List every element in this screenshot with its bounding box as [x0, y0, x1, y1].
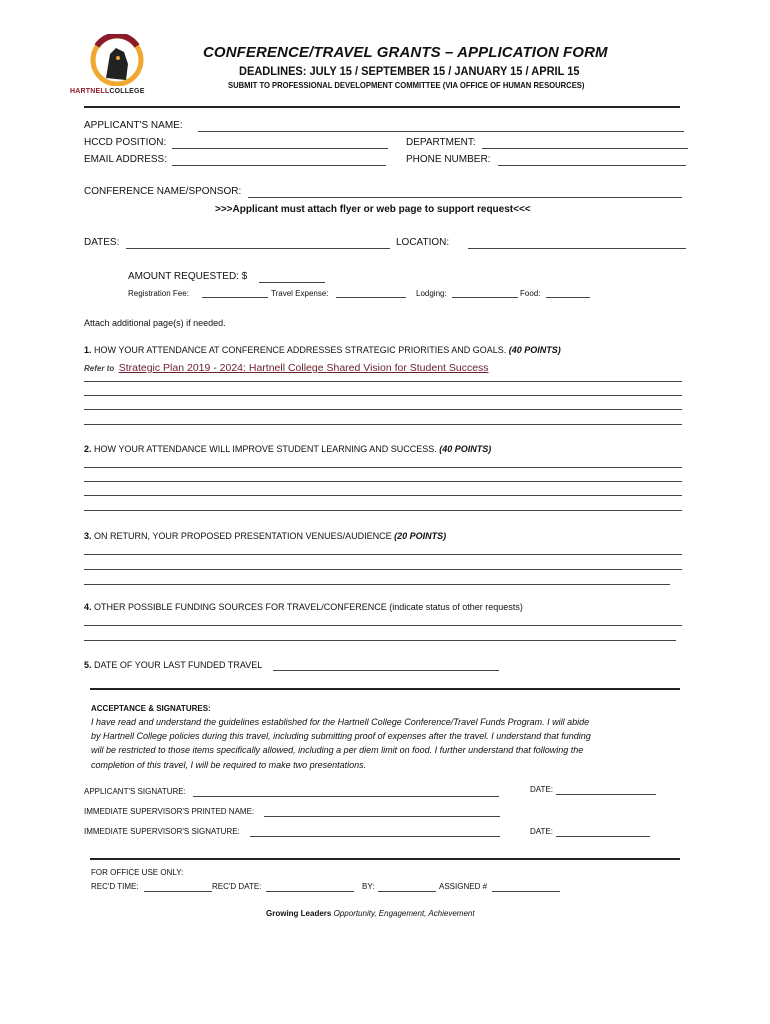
question-3-number: 3. — [84, 531, 92, 541]
attach-flyer-note: >>>Applicant must attach flyer or web page to support request<<< — [215, 204, 531, 215]
hccd-position-field[interactable] — [172, 148, 388, 149]
q2-answer-line-3[interactable] — [84, 495, 682, 496]
acceptance-line-3: will be restricted to those items specifically allowed, including a per diem limit on food. I further understand that following the — [91, 745, 584, 755]
question-2-number: 2. — [84, 444, 92, 454]
by-label: BY: — [362, 882, 375, 891]
phone-number-field[interactable] — [498, 165, 686, 166]
question-1-number: 1. — [84, 345, 92, 355]
assigned-number-label: ASSIGNED # — [439, 882, 488, 891]
conference-name-label: CONFERENCE NAME/SPONSOR: — [84, 186, 242, 197]
strategic-plan-link[interactable]: Strategic Plan 2019 - 2024: Hartnell College Shared Vision for Student Success — [118, 362, 489, 374]
location-field[interactable] — [468, 248, 686, 249]
applicant-signature-label: APPLICANT'S SIGNATURE: — [84, 787, 186, 796]
food-label: Food: — [520, 289, 541, 298]
recd-time-field[interactable] — [144, 891, 212, 892]
supervisor-signature-label: IMMEDIATE SUPERVISOR'S SIGNATURE: — [84, 827, 240, 836]
acceptance-line-4: completion of this travel, I will be required to make two presentations. — [91, 760, 367, 770]
question-5-number: 5. — [84, 660, 92, 670]
recd-date-label: REC'D DATE: — [212, 882, 262, 891]
question-4 — [84, 602, 523, 612]
dates-field[interactable] — [126, 248, 390, 249]
registration-fee-field[interactable] — [202, 297, 268, 298]
q3-answer-line-2[interactable] — [84, 569, 682, 570]
supervisor-date-label: DATE: — [530, 827, 553, 836]
travel-expense-label: Travel Expense: — [271, 289, 329, 298]
last-funded-travel-field[interactable] — [273, 670, 499, 671]
acceptance-line-1: I have read and understand the guidelines established for the Hartnell College Conference/Travel Funds Program. I will abide — [91, 717, 590, 727]
question-1 — [84, 345, 561, 355]
email-address-field[interactable] — [172, 165, 386, 166]
amount-requested-label: AMOUNT REQUESTED: $ — [128, 271, 248, 282]
supervisor-printed-name-label: IMMEDIATE SUPERVISOR'S PRINTED NAME: — [84, 807, 255, 816]
conference-name-field[interactable] — [248, 197, 682, 198]
by-field[interactable] — [378, 891, 436, 892]
q1-answer-line-2[interactable] — [84, 395, 682, 396]
food-field[interactable] — [546, 297, 590, 298]
question-5-text: DATE OF YOUR LAST FUNDED TRAVEL — [94, 660, 263, 670]
panther-logo-icon — [82, 34, 152, 86]
q2-answer-line-2[interactable] — [84, 481, 682, 482]
q1-answer-line-1[interactable] — [84, 381, 682, 382]
supervisor-signature-field[interactable] — [250, 836, 500, 837]
acceptance-line-2: by Hartnell College policies during this travel, including submitting proof of expenses after the travel. I understand that funding — [91, 731, 591, 741]
attach-additional-note: Attach additional page(s) if needed. — [84, 318, 226, 328]
acceptance-divider — [90, 688, 680, 690]
footer-italic-text: Opportunity, Engagement, Achievement — [333, 909, 475, 918]
q2-answer-line-4[interactable] — [84, 510, 682, 511]
office-divider — [90, 858, 680, 860]
question-3-points: (20 POINTS) — [394, 531, 447, 541]
form-title: CONFERENCE/TRAVEL GRANTS – APPLICATION FORM — [203, 44, 608, 61]
applicant-name-label: APPLICANT'S NAME: — [84, 120, 183, 131]
q3-answer-line-3[interactable] — [84, 584, 670, 585]
question-2 — [84, 444, 491, 454]
question-3-text: ON RETURN, YOUR PROPOSED PRESENTATION VENUES/AUDIENCE — [94, 531, 392, 541]
question-1-points: (40 POINTS) — [508, 345, 561, 355]
supervisor-printed-name-field[interactable] — [264, 816, 500, 817]
applicant-signature-field[interactable] — [193, 796, 499, 797]
header-divider — [84, 106, 680, 108]
deadlines-text: DEADLINES: JULY 15 / SEPTEMBER 15 / JANUARY 15 / APRIL 15 — [239, 64, 580, 78]
q1-answer-line-4[interactable] — [84, 424, 682, 425]
footer-tagline — [266, 909, 475, 918]
applicant-date-label: DATE: — [530, 785, 553, 794]
amount-requested-field[interactable] — [259, 282, 325, 283]
question-2-points: (40 POINTS) — [439, 444, 492, 454]
location-label: LOCATION: — [396, 237, 450, 248]
assigned-number-field[interactable] — [492, 891, 560, 892]
lodging-label: Lodging: — [416, 289, 447, 298]
hccd-position-label: HCCD POSITION: — [84, 137, 167, 148]
applicant-name-field[interactable] — [198, 131, 684, 132]
q3-answer-line-1[interactable] — [84, 554, 682, 555]
supervisor-date-field[interactable] — [556, 836, 650, 837]
submit-instructions: SUBMIT TO PROFESSIONAL DEVELOPMENT COMMITTEE (VIA OFFICE OF HUMAN RESOURCES) — [228, 80, 585, 90]
q1-answer-line-3[interactable] — [84, 409, 682, 410]
lodging-field[interactable] — [452, 297, 518, 298]
logo-name-part2: COLLEGE — [109, 88, 145, 95]
q4-answer-line-2[interactable] — [84, 640, 676, 641]
recd-time-label: REC'D TIME: — [91, 882, 139, 891]
question-3 — [84, 531, 446, 541]
footer-bold-text: Growing Leaders — [266, 909, 332, 918]
department-field[interactable] — [482, 148, 688, 149]
registration-fee-label: Registration Fee: — [128, 289, 189, 298]
q2-answer-line-1[interactable] — [84, 467, 682, 468]
question-4-number: 4. — [84, 602, 92, 612]
question-4-text: OTHER POSSIBLE FUNDING SOURCES FOR TRAVEL/CONFERENCE (indicate status of other requests) — [94, 602, 523, 612]
dates-label: DATES: — [84, 237, 120, 248]
email-address-label: EMAIL ADDRESS: — [84, 154, 167, 165]
q4-answer-line-1[interactable] — [84, 625, 682, 626]
logo-name-part1: HARTNELL — [70, 88, 110, 95]
recd-date-field[interactable] — [266, 891, 354, 892]
phone-number-label: PHONE NUMBER: — [406, 154, 491, 165]
acceptance-title: ACCEPTANCE & SIGNATURES: — [91, 704, 211, 713]
refer-prefix: Refer to — [84, 364, 115, 373]
travel-expense-field[interactable] — [336, 297, 406, 298]
department-label: DEPARTMENT: — [406, 137, 476, 148]
question-1-text: HOW YOUR ATTENDANCE AT CONFERENCE ADDRESSES STRATEGIC PRIORITIES AND GOALS. — [94, 345, 507, 355]
strategic-plan-reference — [84, 358, 489, 376]
question-2-text: HOW YOUR ATTENDANCE WILL IMPROVE STUDENT LEARNING AND SUCCESS. — [94, 444, 437, 454]
office-use-title: FOR OFFICE USE ONLY: — [91, 868, 184, 877]
question-5 — [84, 660, 262, 670]
applicant-date-field[interactable] — [556, 794, 656, 795]
college-logo — [70, 34, 150, 100]
